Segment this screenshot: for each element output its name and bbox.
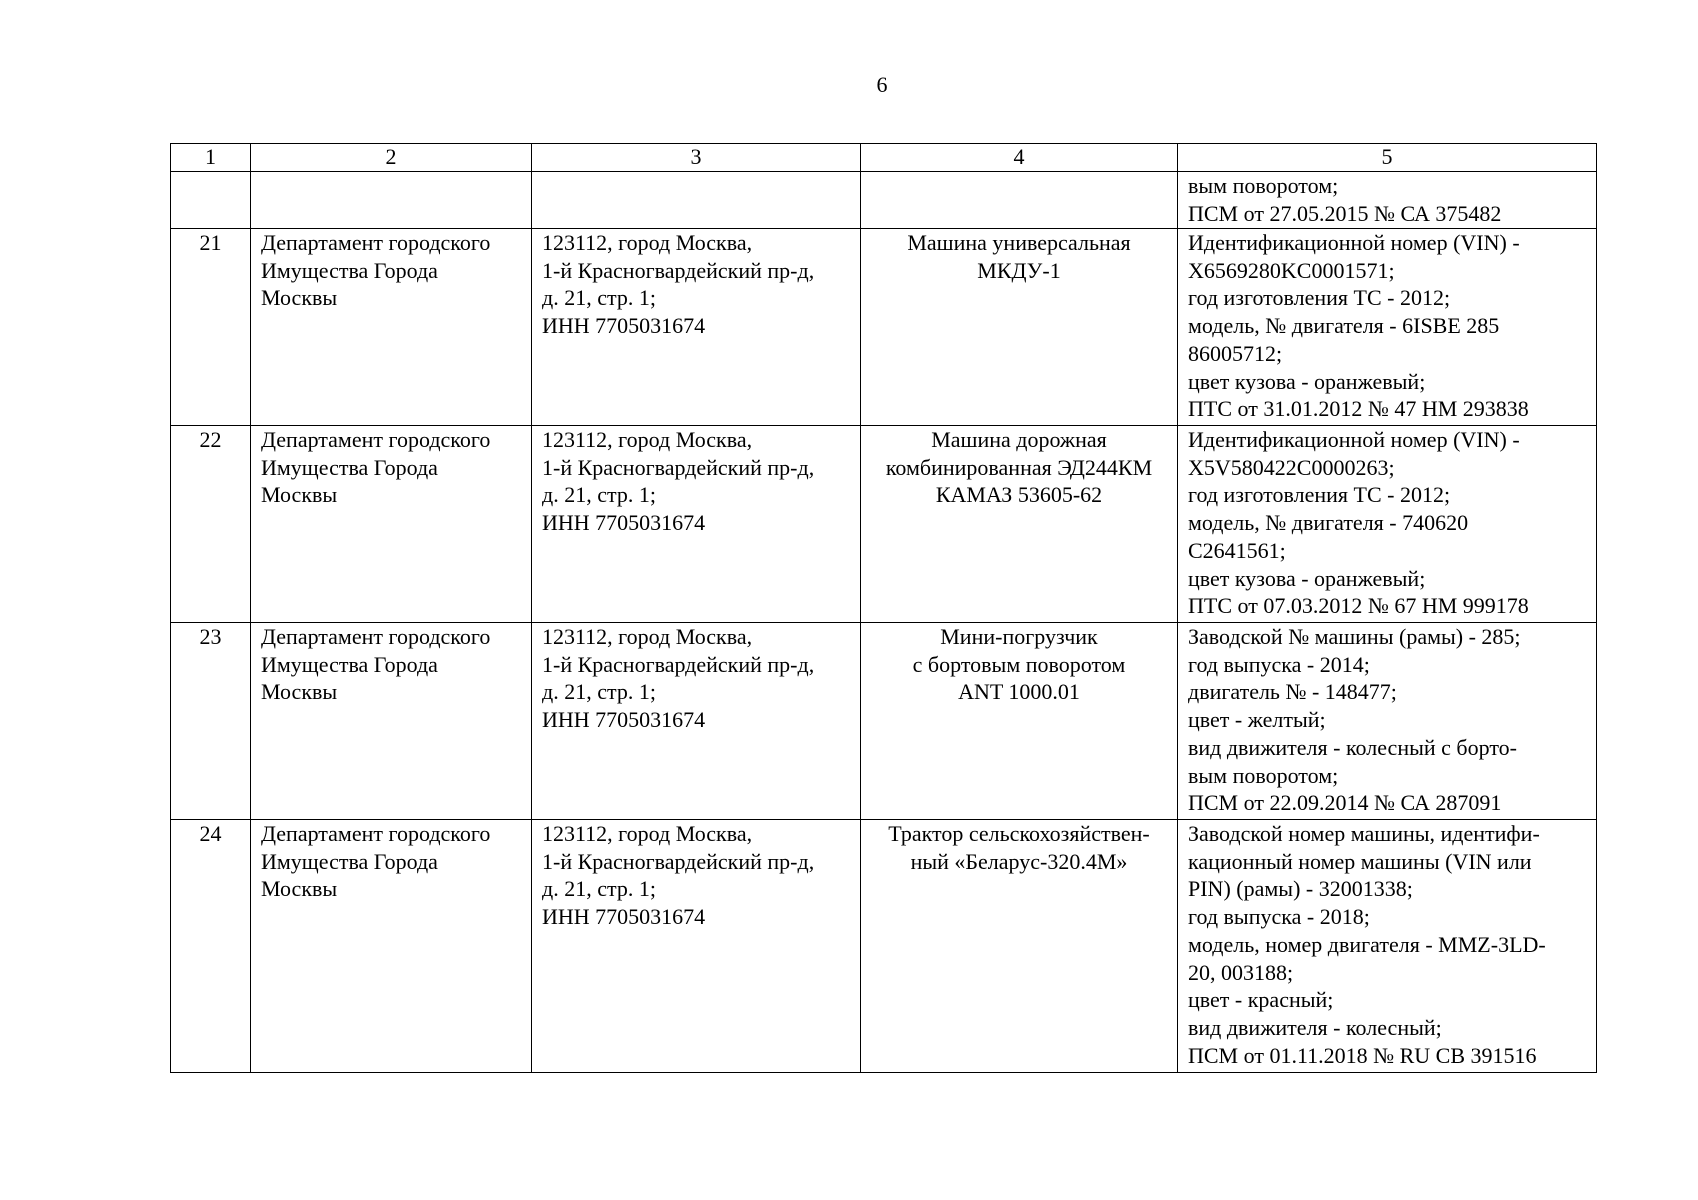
vehicle-name-cell: Мини-погрузчик с бортовым поворотом ANT 1000.01 <box>861 623 1178 820</box>
table-row-continuation <box>171 172 1597 229</box>
vehicle-details-cell: вым поворотом; ПСМ от 27.05.2015 № СА 375482 <box>1178 172 1597 229</box>
vehicle-name-cell <box>861 172 1178 229</box>
vehicle-name-cell: Машина универсальная МКДУ-1 <box>861 229 1178 426</box>
owner-cell <box>251 172 532 229</box>
owner-cell: Департамент городского Имущества Города Москвы <box>251 426 532 623</box>
address-cell: 123112, город Москва, 1-й Красногвардейский пр-д, д. 21, стр. 1; ИНН 7705031674 <box>532 229 861 426</box>
row-number-cell: 22 <box>171 426 251 623</box>
header-cell-col1: 1 <box>171 144 251 172</box>
table-row-21 <box>171 229 1597 426</box>
vehicle-name-cell: Машина дорожная комбинированная ЭД244КМ КАМАЗ 53605-62 <box>861 426 1178 623</box>
row-number-cell: 24 <box>171 820 251 1073</box>
address-cell: 123112, город Москва, 1-й Красногвардейский пр-д, д. 21, стр. 1; ИНН 7705031674 <box>532 623 861 820</box>
page-number: 6 <box>876 72 888 97</box>
table-row-24 <box>171 820 1597 1073</box>
address-cell <box>532 172 861 229</box>
row-number-cell <box>171 172 251 229</box>
owner-cell: Департамент городского Имущества Города Москвы <box>251 623 532 820</box>
row-number-cell: 23 <box>171 623 251 820</box>
owner-cell: Департамент городского Имущества Города Москвы <box>251 820 532 1073</box>
table-row-22 <box>171 426 1597 623</box>
address-cell: 123112, город Москва, 1-й Красногвардейский пр-д, д. 21, стр. 1; ИНН 7705031674 <box>532 820 861 1073</box>
row-number-cell: 21 <box>171 229 251 426</box>
table-row-23 <box>171 623 1597 820</box>
vehicle-details-cell: Заводской номер машины, идентифи- кационный номер машины (VIN или PIN) (рамы) - 32001338; год выпуска - 2018; модель, номер двигателя - MMZ-3LD- 20, 003188; цвет - красный; вид движителя - колесный; ПСМ от 01.11.2018 № RU CB 391516 <box>1178 820 1597 1073</box>
vehicle-details-cell: Идентификационной номер (VIN) - X5V580422C0000263; год изготовления ТС - 2012; модель, № двигателя - 740620 C2641561; цвет кузова - оранжевый; ПТС от 07.03.2012 № 67 НМ 999178 <box>1178 426 1597 623</box>
vehicle-details-cell: Идентификационной номер (VIN) - X6569280KC0001571; год изготовления ТС - 2012; модель, № двигателя - 6ISBE 285 86005712; цвет кузова - оранжевый; ПТС от 31.01.2012 № 47 НМ 293838 <box>1178 229 1597 426</box>
address-cell: 123112, город Москва, 1-й Красногвардейский пр-д, д. 21, стр. 1; ИНН 7705031674 <box>532 426 861 623</box>
header-cell-col4: 4 <box>861 144 1178 172</box>
table-header-row <box>171 144 1597 172</box>
header-cell-col5: 5 <box>1178 144 1597 172</box>
header-cell-col2: 2 <box>251 144 532 172</box>
vehicle-registry-table <box>170 143 1597 1073</box>
owner-cell: Департамент городского Имущества Города Москвы <box>251 229 532 426</box>
vehicle-details-cell: Заводской № машины (рамы) - 285; год выпуска - 2014; двигатель № - 148477; цвет - желтый; вид движителя - колесный с борто- вым поворотом; ПСМ от 22.09.2014 № СА 287091 <box>1178 623 1597 820</box>
vehicle-name-cell: Трактор сельскохозяйствен- ный «Беларус-320.4М» <box>861 820 1178 1073</box>
header-cell-col3: 3 <box>532 144 861 172</box>
